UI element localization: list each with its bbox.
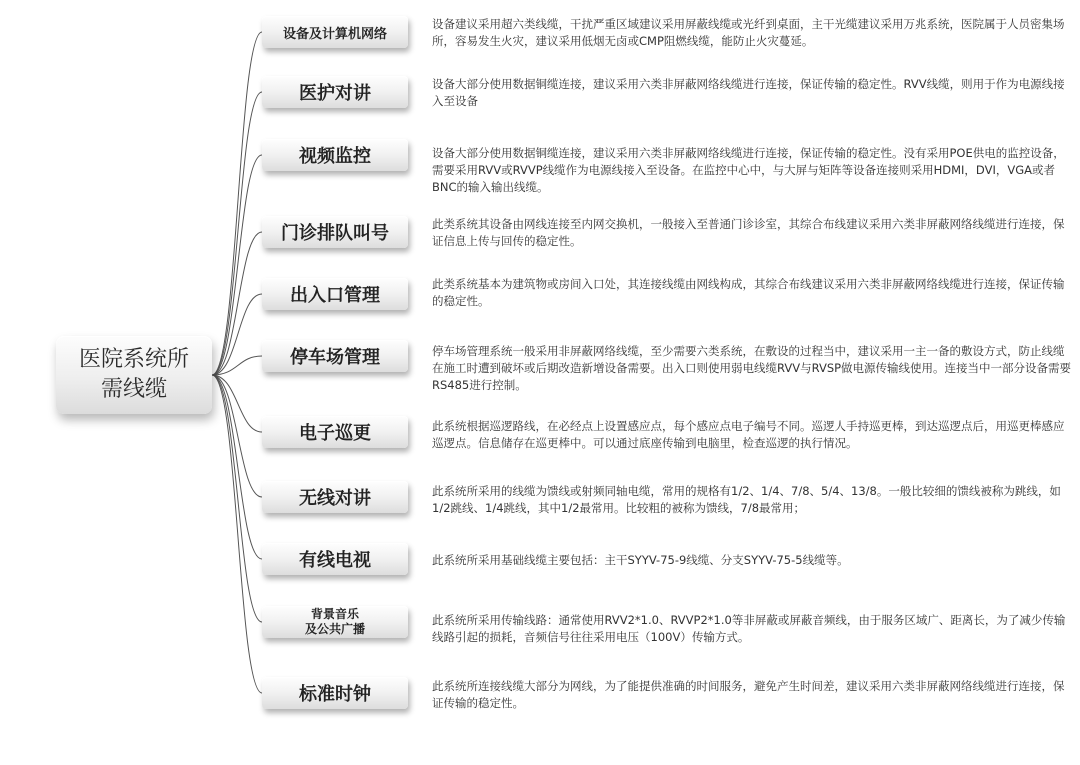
connector-line — [212, 375, 262, 693]
branch-description-network: 设备建议采用超六类线缆，干扰严重区域建议采用屏蔽线缆或光纤到桌面，主干光缆建议采用万兆系统，医院属于人员密集场所，容易发生火灾，建议采用低烟无卤或CMP阻燃线缆，能防止火灾蔓延。 — [432, 17, 1065, 48]
branch-description-access-control: 此类系统基本为建筑物或房间入口处，其连接线缆由网线构成，其综合布线建议采用六类非屏蔽网络线缆进行连接，保证传输的稳定性。 — [432, 277, 1065, 308]
branch-node-guard-patrol: 电子巡更 — [262, 416, 408, 448]
branch-node-video-surveillance: 视频监控 — [262, 139, 408, 171]
branch-description-nurse-call: 设备大部分使用数据铜缆连接，建议采用六类非屏蔽网络线缆进行连接，保证传输的稳定性。RVV线缆，则用于作为电源线接入至设备 — [432, 77, 1065, 108]
branch-node-background-music: 背景音乐 及公共广播 — [262, 606, 408, 638]
branch-description-video-surveillance: 设备大部分使用数据铜缆连接，建议采用六类非屏蔽网络线缆进行连接，保证传输的稳定性。没有采用POE供电的监控设备，需要采用RVV或RVVP线缆作为电源线接入至设备。在监控中心中，与大屏与矩阵等设备连接则采用HDMI，DVI，VGA或者BNC的输入输出线缆。 — [432, 146, 1065, 194]
connector-line — [212, 155, 262, 375]
branch-description-master-clock: 此系统所连接线缆大部分为网线，为了能提供准确的时间服务，避免产生时间差，建议采用六类非屏蔽网络线缆进行连接，保证传输的稳定性。 — [432, 679, 1065, 710]
branch-node-master-clock: 标准时钟 — [262, 677, 408, 709]
connector-line — [212, 375, 262, 622]
branch-node-wireless-intercom: 无线对讲 — [262, 481, 408, 513]
connector-line — [212, 232, 262, 375]
branch-node-access-control: 出入口管理 — [262, 278, 408, 310]
branch-description-background-music: 此系统所采用传输线路：通常使用RVV2*1.0、RVVP2*1.0等非屏蔽或屏蔽音频线，由于服务区域广、距离长，为了减少传输线路引起的损耗，音频信号往往采用电压（100V）传输方式。 — [432, 613, 1066, 644]
root-node: 医院系统所 需线缆 — [56, 336, 212, 414]
branch-description-wireless-intercom: 此系统所采用的线缆为馈线或射频同轴电缆，常用的规格有1/2、1/4、7/8、5/4、13/8。一般比较细的馈线被称为跳线，如1/2跳线、1/4跳线，其中1/2最常用。比较粗的被称为馈线，7/8最常用； — [432, 484, 1061, 515]
connector-line — [212, 32, 262, 375]
branch-description-cable-tv: 此系统所采用基础线缆主要包括：主干SYYV-75-9线缆、分支SYYV-75-5线缆等。 — [432, 553, 849, 567]
connector-line — [212, 92, 262, 375]
branch-description-guard-patrol: 此系统根据巡逻路线，在必经点上设置感应点，每个感应点电子编号不同。巡逻人手持巡更棒，到达巡逻点后，用巡更棒感应巡逻点。信息储存在巡更棒中。可以通过底座传输到电脑里，检查巡逻的执行情况。 — [432, 419, 1065, 450]
branch-description-queue-calling: 此类系统其设备由网线连接至内网交换机，一般接入至普通门诊诊室，其综合布线建议采用六类非屏蔽网络线缆进行连接，保证信息上传与回传的稳定性。 — [432, 217, 1065, 248]
branch-node-queue-calling: 门诊排队叫号 — [262, 216, 408, 248]
branch-node-cable-tv: 有线电视 — [262, 543, 408, 575]
connector-line — [212, 375, 262, 497]
branch-description-parking: 停车场管理系统一般采用非屏蔽网络线缆，至少需要六类系统，在敷设的过程当中，建议采用一主一备的敷设方式，防止线缆在施工时遭到破坏或后期改造新增设备需要。出入口则使用弱电线缆RVV与RVSP做电源传输线使用。连接当中一部分设备需要RS485进行控制。 — [432, 344, 1072, 392]
branch-node-parking: 停车场管理 — [262, 340, 408, 372]
branch-node-network: 设备及计算机网络 — [262, 16, 408, 48]
branch-node-nurse-call: 医护对讲 — [262, 76, 408, 108]
